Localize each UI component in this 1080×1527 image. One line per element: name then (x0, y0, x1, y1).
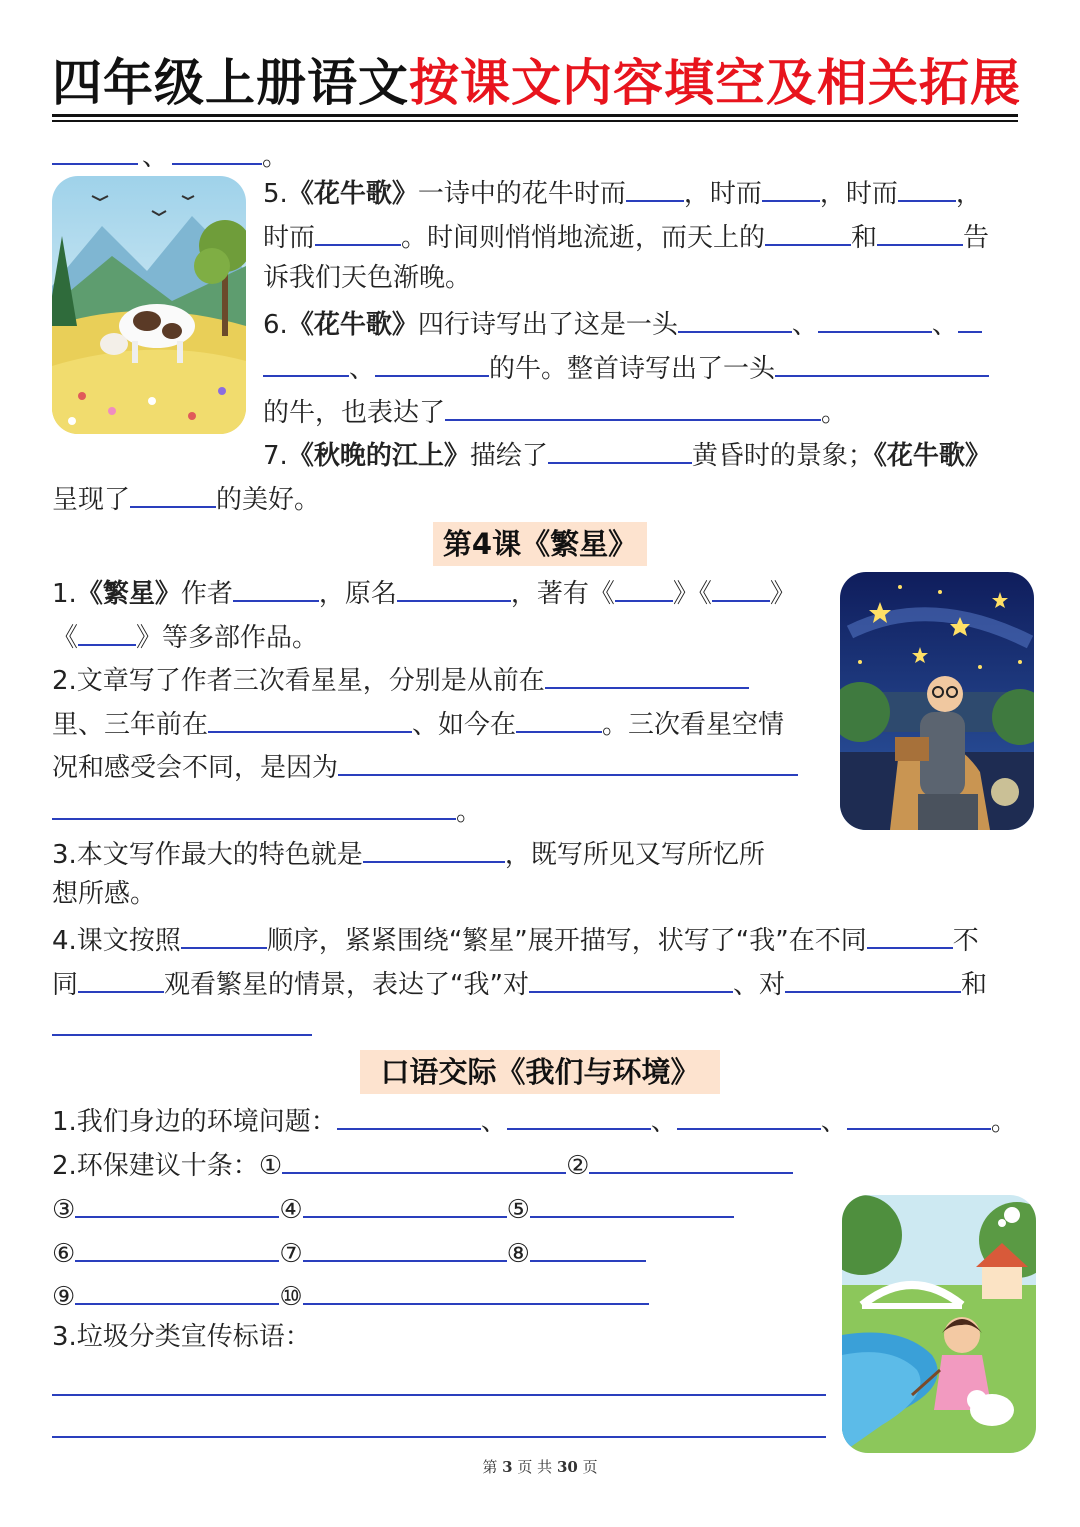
blank[interactable] (315, 216, 401, 246)
blank[interactable] (877, 216, 963, 246)
section-heading-fanxing: 第4课《繁星》 (433, 522, 647, 566)
q5-line1: 5.《花牛歌》一诗中的花牛时而 ，时而 ，时而 ， (263, 172, 982, 212)
q5-line2: 时而 。时间则悄悄地流逝，而天上的 和 告 (263, 216, 989, 256)
blank[interactable] (847, 1100, 991, 1130)
cow-meadow-illustration (52, 176, 246, 434)
blank[interactable] (172, 135, 262, 165)
blank[interactable] (530, 1232, 646, 1262)
line-carryover: 、 。 (52, 135, 288, 175)
blank[interactable] (233, 572, 319, 602)
s1q3-line2: 想所感。 (52, 879, 157, 909)
blank[interactable] (589, 1144, 793, 1174)
s1q4-line1: 4.课文按照 顺序，紧紧围绕“繁星”展开描写，状写了“我”在不同 不 (52, 919, 979, 959)
blank[interactable] (282, 1144, 566, 1174)
section-heading-environment: 口语交际《我们与环境》 (360, 1050, 720, 1094)
blank[interactable] (762, 172, 820, 202)
title-black: 四年级上册语文 (52, 54, 409, 112)
s1q4-line3 (52, 1006, 312, 1046)
blank[interactable] (712, 572, 770, 602)
s1q2-line4: 。 (52, 790, 482, 830)
blank[interactable] (303, 1232, 507, 1262)
title-underline-2 (52, 120, 1018, 122)
blank[interactable] (677, 1100, 821, 1130)
s1q2-line3: 况和感受会不同，是因为 (52, 746, 798, 786)
blank[interactable] (208, 703, 412, 733)
blank[interactable] (775, 347, 989, 377)
blank[interactable] (898, 172, 956, 202)
blank[interactable] (516, 703, 602, 733)
blank[interactable] (548, 434, 692, 464)
blank[interactable] (375, 347, 489, 377)
blank[interactable] (52, 1408, 826, 1438)
s2q1-line: 1.我们身边的环境问题： 、 、 、 。 (52, 1100, 1017, 1140)
blank[interactable] (530, 1188, 734, 1218)
blank[interactable] (52, 790, 456, 820)
page-number: 3 (502, 1458, 513, 1476)
q6-line2: 、 的牛。整首诗写出了一头 (263, 347, 989, 387)
blank[interactable] (78, 616, 136, 646)
blank[interactable] (52, 1366, 826, 1396)
blank[interactable] (445, 391, 821, 421)
blank[interactable] (78, 963, 164, 993)
s1q4-line2: 同 观看繁星的情景，表达了“我”对 、对 和 (52, 963, 987, 1003)
q6-line1: 6.《花牛歌》四行诗写出了这是一头 、 、 (263, 303, 982, 343)
s1q1-line1: 1.《繁星》作者 ，原名 ，著有《 》《 》 (52, 572, 796, 612)
s1q2-line2: 里、三年前在 、如今在 。三次看星空情 (52, 703, 784, 743)
s2q2-line4: ⑨ ⑩ (52, 1275, 649, 1315)
total-pages: 30 (556, 1458, 578, 1476)
s2q3-line1 (52, 1366, 826, 1406)
blank[interactable] (678, 303, 792, 333)
s2q3-line2 (52, 1408, 826, 1448)
starry-night-reader-illustration (840, 572, 1034, 830)
title-underline (52, 114, 1018, 117)
blank[interactable] (363, 833, 505, 863)
blank[interactable] (958, 303, 982, 333)
q7-line1: 7.《秋晚的江上》描绘了 黄昏时的景象；《花牛歌》 (263, 434, 991, 474)
blank[interactable] (785, 963, 961, 993)
blank[interactable] (303, 1275, 649, 1305)
q7-line2: 呈现了 的美好。 (52, 478, 320, 518)
title-red: 按课文内容填空及相关拓展 (409, 54, 1021, 112)
blank[interactable] (303, 1188, 507, 1218)
blank[interactable] (529, 963, 733, 993)
q5-line3: 诉我们天色渐晚。 (263, 263, 472, 293)
girl-river-illustration (842, 1195, 1036, 1453)
blank[interactable] (337, 1100, 481, 1130)
blank[interactable] (615, 572, 673, 602)
blank[interactable] (338, 746, 798, 776)
blank[interactable] (545, 659, 749, 689)
blank[interactable] (397, 572, 511, 602)
blank[interactable] (626, 172, 684, 202)
blank[interactable] (867, 919, 953, 949)
page-footer: 第 3 页 共 30 页 (482, 1458, 598, 1476)
s2q2-line2: ③ ④ ⑤ (52, 1188, 734, 1228)
blank[interactable] (75, 1275, 279, 1305)
page-title (52, 52, 1028, 114)
s2q2-line1: 2.环保建议十条：① ② (52, 1144, 793, 1184)
q6-line3: 的牛，也表达了 。 (263, 391, 847, 431)
s2q3-label: 3.垃圾分类宣传标语： (52, 1322, 311, 1352)
blank[interactable] (263, 347, 349, 377)
blank[interactable] (507, 1100, 651, 1130)
s1q3-line1: 3.本文写作最大的特色就是 ，既写所见又写所忆所 (52, 833, 765, 873)
blank[interactable] (52, 135, 138, 165)
s1q1-line2: 《 》等多部作品。 (52, 616, 318, 656)
blank[interactable] (130, 478, 216, 508)
blank[interactable] (818, 303, 932, 333)
s1q2-line1: 2.文章写了作者三次看星星，分别是从前在 (52, 659, 749, 699)
s2q2-line3: ⑥ ⑦ ⑧ (52, 1232, 646, 1272)
blank[interactable] (52, 1006, 312, 1036)
blank[interactable] (75, 1232, 279, 1262)
blank[interactable] (181, 919, 267, 949)
blank[interactable] (75, 1188, 279, 1218)
blank[interactable] (765, 216, 851, 246)
